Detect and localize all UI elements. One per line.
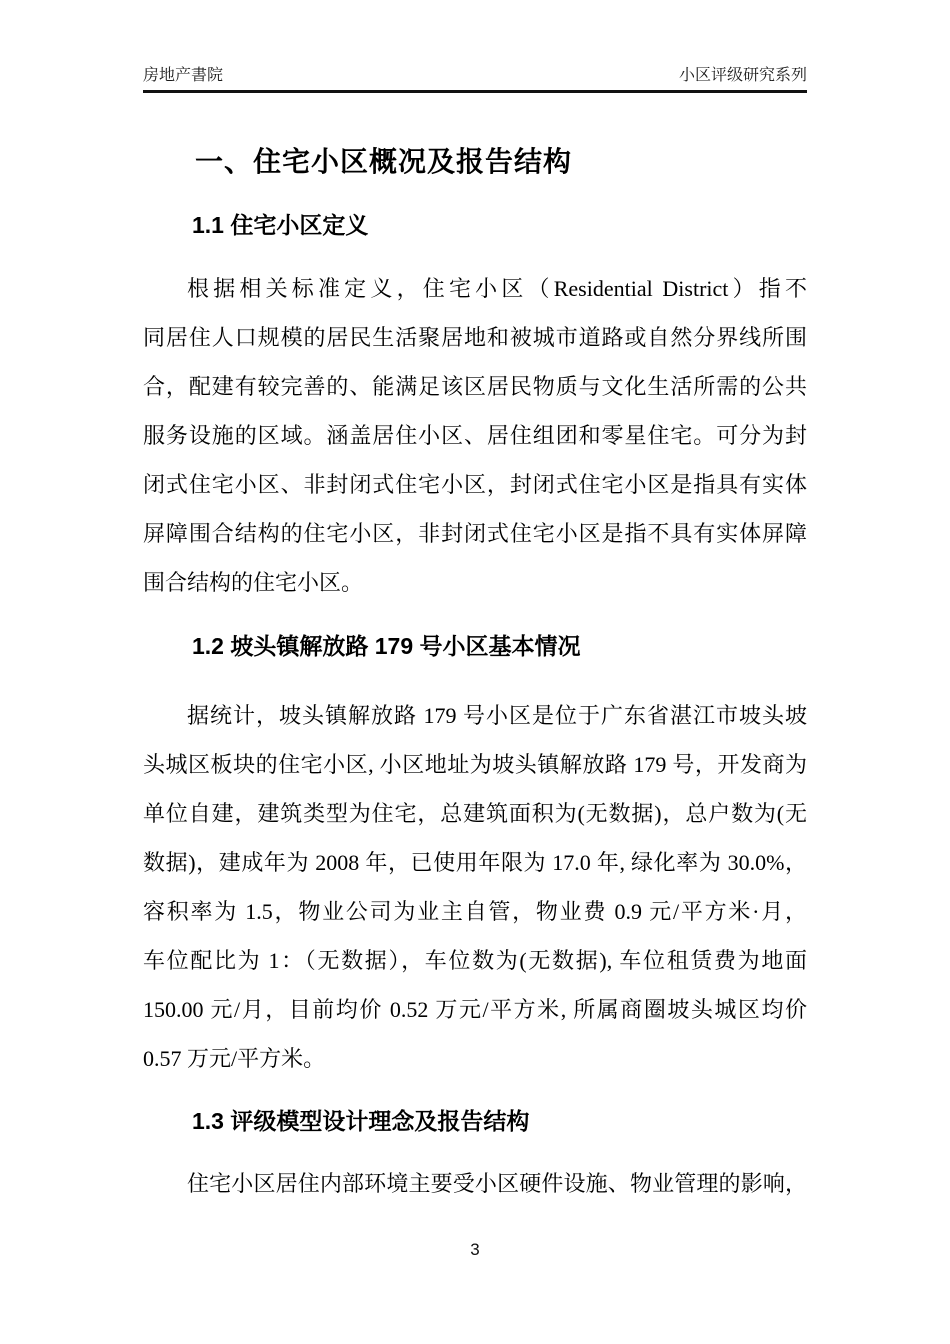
section-heading-1-2: 1.2 坡头镇解放路 179 号小区基本情况 (192, 633, 581, 659)
body-line: 0.57 万元/平方米。 (143, 1046, 326, 1071)
body-line: 同居住人口规模的居民生活聚居地和被城市道路或自然分界线所围 (143, 325, 807, 350)
body-line: 单位自建，建筑类型为住宅，总建筑面积为(无数据)，总户数为(无 (143, 801, 807, 826)
header-right-text: 小区评级研究系列 (678, 67, 807, 84)
page-header (143, 66, 807, 93)
body-line: 住宅小区居住内部环境主要受小区硬件设施、物业管理的影响， (187, 1171, 807, 1196)
paragraph-basic-info (143, 691, 807, 1083)
body-line: 围合结构的住宅小区。 (143, 570, 364, 595)
body-line: 据统计，坡头镇解放路 179 号小区是位于广东省湛江市坡头坡 (187, 703, 807, 728)
body-line: 容积率为 1.5，物业公司为业主自管，物业费 0.9 元/平方米·月， (143, 899, 807, 924)
body-line: 合，配建有较完善的、能满足该区居民物质与文化生活所需的公共 (143, 374, 807, 399)
document-body (143, 93, 807, 1208)
body-line: 屏障围合结构的住宅小区，非封闭式住宅小区是指不具有实体屏障 (143, 521, 807, 546)
body-line: 头城区板块的住宅小区, 小区地址为坡头镇解放路 179 号，开发商为 (143, 752, 807, 777)
header-left-text: 房地产書院 (143, 67, 224, 84)
section-heading-1-1: 1.1 住宅小区定义 (192, 212, 369, 238)
paragraph-definition (143, 264, 807, 607)
page-number: 3 (470, 1240, 480, 1259)
body-line: 150.00 元/月，目前均价 0.52 万元/平方米, 所属商圈坡头城区均价 (143, 997, 807, 1022)
page-footer (0, 1240, 950, 1260)
body-line: 服务设施的区域。涵盖居住小区、居住组团和零星住宅。可分为封 (143, 423, 807, 448)
body-line: 车位配比为 1：（无数据），车位数为(无数据), 车位租赁费为地面 (143, 948, 807, 973)
section-heading-1-3: 1.3 评级模型设计理念及报告结构 (192, 1108, 530, 1134)
body-line: 数据)，建成年为 2008 年，已使用年限为 17.0 年, 绿化率为 30.0%， (143, 850, 807, 875)
paragraph-model-concept (143, 1159, 807, 1208)
body-line: 闭式住宅小区、非封闭式住宅小区，封闭式住宅小区是指具有实体 (143, 472, 807, 497)
chapter-title: 一、住宅小区概况及报告结构 (195, 146, 573, 177)
body-line: 根据相关标准定义，住宅小区（Residential District）指不 (187, 276, 807, 301)
